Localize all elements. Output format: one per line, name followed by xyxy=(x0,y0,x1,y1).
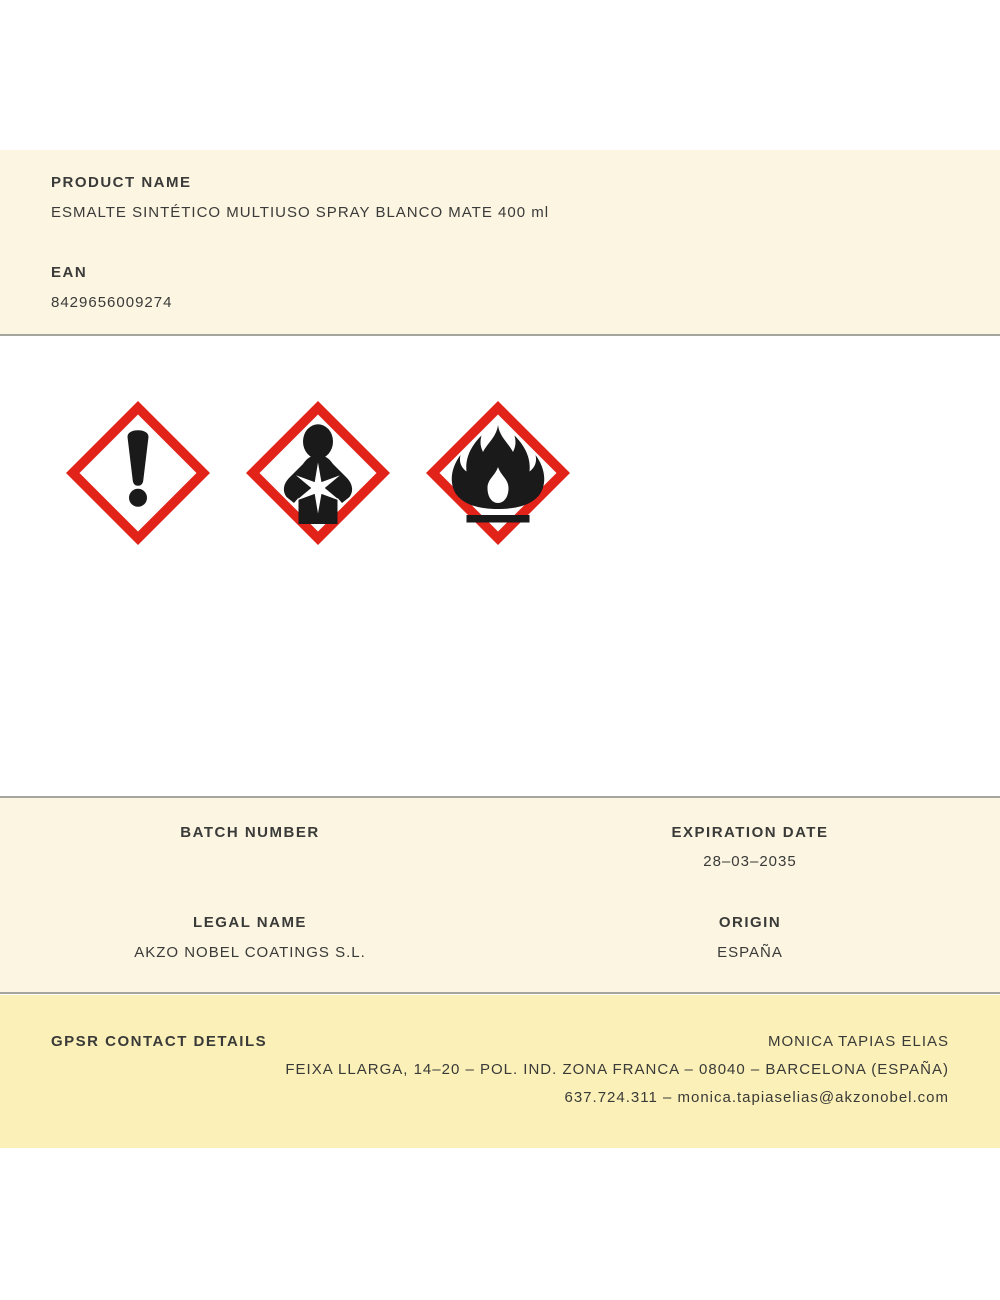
hazard-pictograms-panel xyxy=(0,336,1000,793)
legal-name-label: LEGAL NAME xyxy=(193,914,307,931)
expiration-date-value: 28–03–2035 xyxy=(703,853,797,870)
gpsr-contact-panel xyxy=(0,995,1000,1148)
ean-label: EAN xyxy=(51,264,88,281)
ghs08-health-hazard-icon xyxy=(243,398,393,548)
batch-details-panel xyxy=(0,796,1000,994)
contact-phone-email: 637.724.311 – monica.tapiaselias@akzonobel.com xyxy=(564,1089,949,1106)
contact-name: MONICA TAPIAS ELIAS xyxy=(768,1033,949,1050)
ghs07-exclamation-icon xyxy=(63,398,213,548)
pictogram-row xyxy=(63,398,573,548)
product-info-panel xyxy=(0,150,1000,336)
ean-value: 8429656009274 xyxy=(51,294,173,311)
gpsr-contact-details-label: GPSR CONTACT DETAILS xyxy=(51,1033,268,1050)
product-name-label: PRODUCT NAME xyxy=(51,174,192,191)
expiration-date-label: EXPIRATION DATE xyxy=(671,824,829,841)
batch-number-label: BATCH NUMBER xyxy=(180,824,320,841)
product-name-value: ESMALTE SINTÉTICO MULTIUSO SPRAY BLANCO MATE 400 ml xyxy=(51,204,550,221)
origin-label: ORIGIN xyxy=(718,914,782,931)
contact-address: FEIXA LLARGA, 14–20 – POL. IND. ZONA FRANCA – 08040 – BARCELONA (ESPAÑA) xyxy=(285,1061,949,1078)
legal-name-value: AKZO NOBEL COATINGS S.L. xyxy=(134,944,366,961)
origin-value: ESPAÑA xyxy=(717,944,783,961)
ghs02-flammable-icon xyxy=(423,398,573,548)
